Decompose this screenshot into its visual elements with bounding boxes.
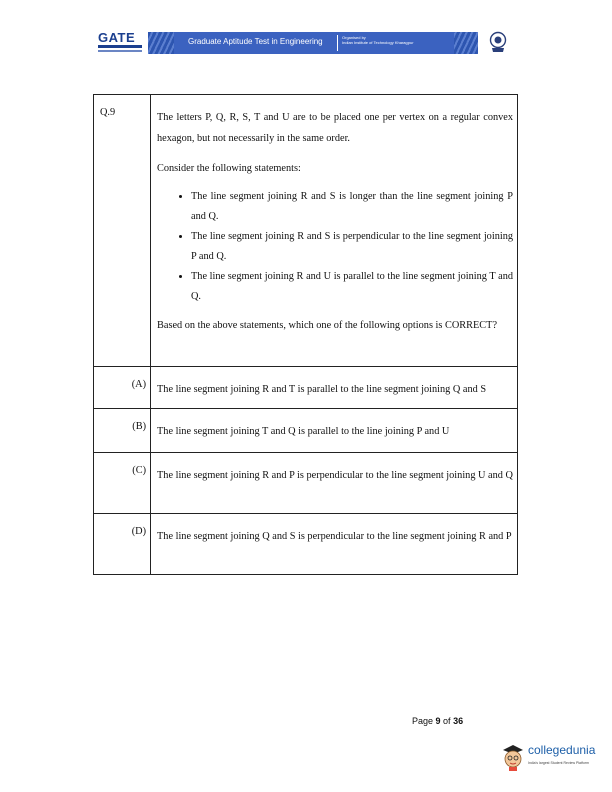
option-text-b: The line segment joining T and Q is parallel to the line joining P and U: [151, 409, 518, 453]
gate-logo-text: GATE: [98, 30, 136, 45]
graduate-mascot-icon: [500, 742, 526, 772]
brand-tagline: India's largest Student Review Platform: [528, 761, 589, 765]
iit-emblem-icon: [488, 31, 508, 53]
option-row-c: [94, 453, 518, 514]
question-table: [93, 94, 518, 575]
banner-panel: [174, 32, 454, 54]
option-text-d: The line segment joining Q and S is perpendicular to the line segment joining R and P: [151, 514, 518, 575]
gate-logo: [96, 30, 144, 56]
statement-list: [157, 187, 513, 307]
option-label-d: (D): [94, 514, 151, 575]
question-prompt: Based on the above statements, which one of the following options is CORRECT?: [157, 320, 498, 331]
organizer-label: Organised by: [342, 35, 366, 40]
question-stem: The letters P, Q, R, S, T and U are to be placed one per vertex on a regular convex hexagon, but not necessarily in the same order.: [157, 112, 513, 144]
question-body: [151, 95, 518, 367]
collegedunia-brand: [500, 740, 610, 780]
question-row: [94, 95, 518, 367]
option-label-a: (A): [94, 367, 151, 409]
page-number: [412, 716, 463, 726]
option-text-c: The line segment joining R and P is perpendicular to the line segment joining U and Q: [151, 453, 518, 514]
banner-title: Graduate Aptitude Test in Engineering: [188, 37, 323, 46]
page-header: [96, 28, 516, 58]
option-row-b: [94, 409, 518, 453]
gate-logo-bar: [98, 45, 142, 48]
statement-item: • The line segment joining R and U is parallel to the line segment joining T and Q.: [191, 267, 513, 307]
header-banner: [148, 32, 478, 54]
gate-logo-bar-thin: [98, 50, 142, 52]
page-prefix: Page: [412, 716, 436, 726]
option-label-c: (C): [94, 453, 151, 514]
option-row-d: [94, 514, 518, 575]
banner-organizer: [342, 35, 414, 45]
organizer-name: Indian Institute of Technology Kharagpur: [342, 40, 414, 45]
statement-item: • The line segment joining R and S is longer than the line segment joining P and Q.: [191, 187, 513, 227]
option-text-a: The line segment joining R and T is parallel to the line segment joining Q and S: [151, 367, 518, 409]
question-number: Q.9: [94, 95, 151, 367]
banner-divider: [337, 35, 338, 51]
page-of: of: [440, 716, 454, 726]
page-current: 9: [435, 716, 441, 726]
page-total: 36: [453, 716, 464, 726]
option-row-a: [94, 367, 518, 409]
option-label-b: (B): [94, 409, 151, 453]
question-consider: Consider the following statements:: [157, 163, 301, 174]
statement-item: • The line segment joining R and S is perpendicular to the line segment joining P and Q.: [191, 227, 513, 267]
brand-name: collegedunia: [528, 743, 596, 757]
